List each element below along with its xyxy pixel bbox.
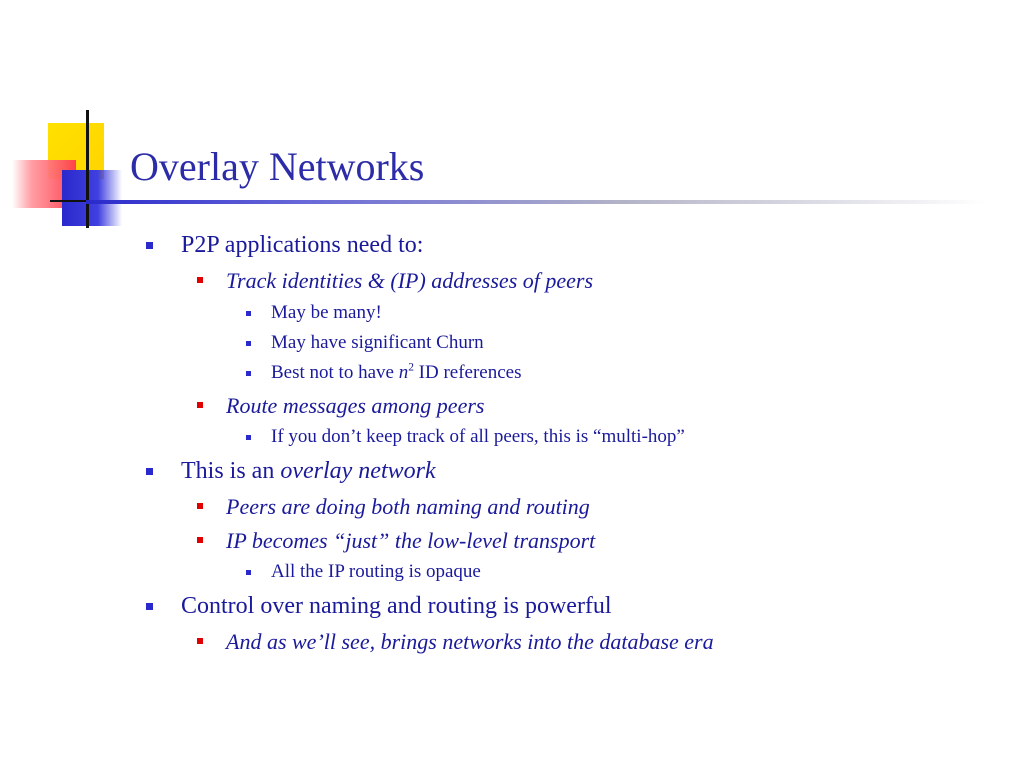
square-bullet-icon: [197, 537, 203, 543]
square-bullet-icon: [246, 311, 251, 316]
square-bullet-icon: [197, 638, 203, 644]
square-bullet-icon: [146, 603, 153, 610]
square-bullet-icon: [197, 503, 203, 509]
list-item: All the IP routing is opaque: [271, 561, 481, 583]
square-bullet-icon: [146, 242, 153, 249]
list-item: Best not to have $n^2$ ID references: [271, 362, 522, 384]
list-item: Peers are doing both naming and routing: [226, 494, 590, 520]
square-bullet-icon: [246, 341, 251, 346]
list-item: And as we’ll see, brings networks into the database era: [226, 629, 714, 655]
list-item: This is an overlay network: [181, 458, 436, 485]
square-bullet-icon: [146, 468, 153, 475]
list-item: IP becomes “just” the low-level transport: [226, 528, 595, 554]
list-item: Route messages among peers: [226, 393, 484, 419]
list-item: If you don’t keep track of all peers, this is “multi-hop”: [271, 426, 685, 448]
list-item: P2P applications need to:: [181, 232, 423, 259]
list-item: Control over naming and routing is powerful: [181, 593, 612, 620]
list-item: May have significant Churn: [271, 332, 484, 354]
square-bullet-icon: [197, 402, 203, 408]
square-bullet-icon: [197, 277, 203, 283]
list-item: Track identities & (IP) addresses of peers: [226, 268, 593, 294]
list-item: May be many!: [271, 302, 382, 324]
square-bullet-icon: [246, 371, 251, 376]
square-bullet-icon: [246, 435, 251, 440]
square-bullet-icon: [246, 570, 251, 575]
slide-title: Overlay Networks: [130, 144, 425, 189]
